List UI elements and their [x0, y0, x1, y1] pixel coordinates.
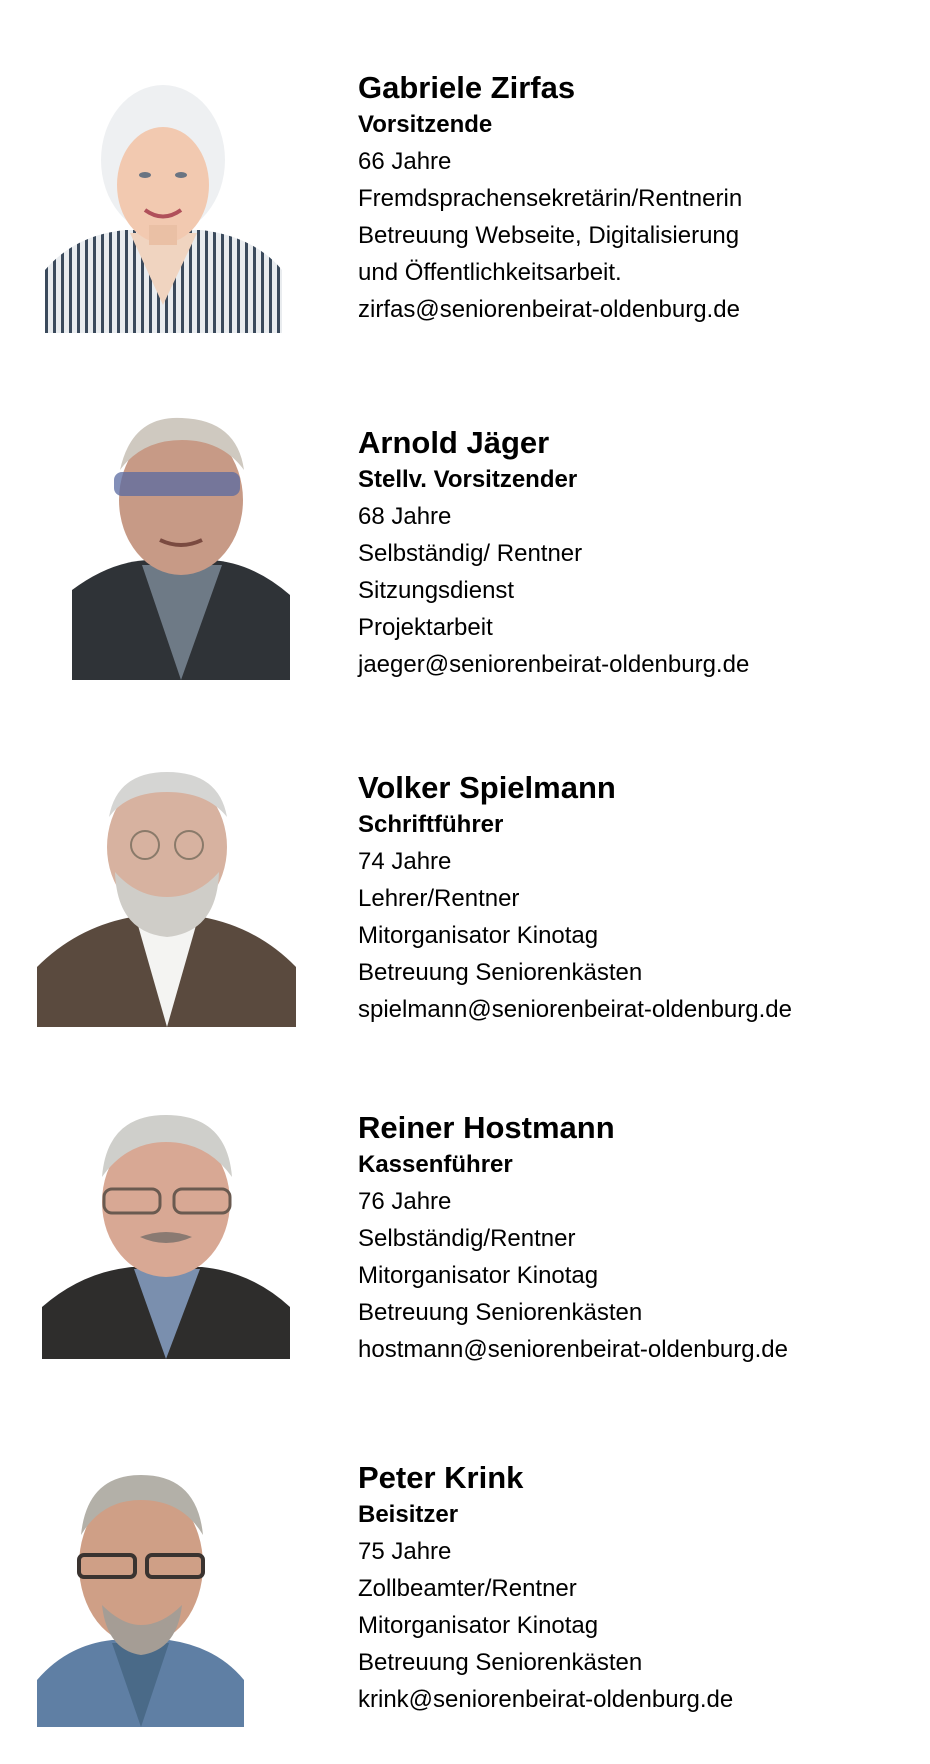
member-age: 66 Jahre: [358, 148, 452, 175]
member-role: Beisitzer: [358, 1501, 459, 1528]
member-detail: Selbständig/ Rentner: [358, 540, 583, 567]
portrait-photo: [37, 1465, 244, 1727]
member-detail: Mitorganisator Kinotag: [358, 922, 599, 949]
member-name: Gabriele Zirfas: [358, 70, 576, 105]
member-age: 75 Jahre: [358, 1538, 452, 1565]
member-email-link[interactable]: zirfas@seniorenbeirat-oldenburg.de: [358, 296, 740, 323]
member-role: Kassenführer: [358, 1151, 513, 1178]
portrait-photo: [72, 410, 290, 680]
portrait-photo: [37, 767, 296, 1027]
portrait-photo: [45, 55, 282, 333]
member-info: [358, 69, 918, 328]
member-detail: Mitorganisator Kinotag: [358, 1262, 599, 1289]
member-info: [358, 769, 918, 1028]
member-name: Reiner Hostmann: [358, 1110, 615, 1145]
member-role: Stellv. Vorsitzender: [358, 466, 578, 493]
member-detail: Betreuung Seniorenkästen: [358, 1649, 643, 1676]
member-role: Vorsitzende: [358, 111, 493, 138]
member-detail: Lehrer/Rentner: [358, 885, 520, 912]
member-age: 74 Jahre: [358, 848, 452, 875]
member-detail: Betreuung Seniorenkästen: [358, 959, 643, 986]
member-role: Schriftführer: [358, 811, 504, 838]
member-detail: Mitorganisator Kinotag: [358, 1612, 599, 1639]
member-email-link[interactable]: jaeger@seniorenbeirat-oldenburg.de: [358, 651, 750, 678]
member-name: Peter Krink: [358, 1460, 524, 1495]
member-detail: Fremdsprachensekretärin/Rentnerin: [358, 185, 743, 212]
member-email-link[interactable]: krink@seniorenbeirat-oldenburg.de: [358, 1686, 734, 1713]
member-info: [358, 1109, 918, 1368]
member-email-link[interactable]: hostmann@seniorenbeirat-oldenburg.de: [358, 1336, 788, 1363]
member-detail: Projektarbeit: [358, 614, 493, 641]
member-age: 76 Jahre: [358, 1188, 452, 1215]
member-detail: und Öffentlichkeitsarbeit.: [358, 259, 622, 286]
member-name: Arnold Jäger: [358, 425, 550, 460]
member-info: [358, 424, 918, 683]
member-age: 68 Jahre: [358, 503, 452, 530]
portrait-photo: [42, 1107, 290, 1359]
member-detail: Betreuung Seniorenkästen: [358, 1299, 643, 1326]
member-detail: Betreuung Webseite, Digitalisierung: [358, 222, 740, 249]
member-detail: Zollbeamter/Rentner: [358, 1575, 577, 1602]
member-email-link[interactable]: spielmann@seniorenbeirat-oldenburg.de: [358, 996, 792, 1023]
member-info: [358, 1459, 918, 1718]
member-detail: Selbständig/Rentner: [358, 1225, 576, 1252]
member-name: Volker Spielmann: [358, 770, 616, 805]
member-detail: Sitzungsdienst: [358, 577, 515, 604]
